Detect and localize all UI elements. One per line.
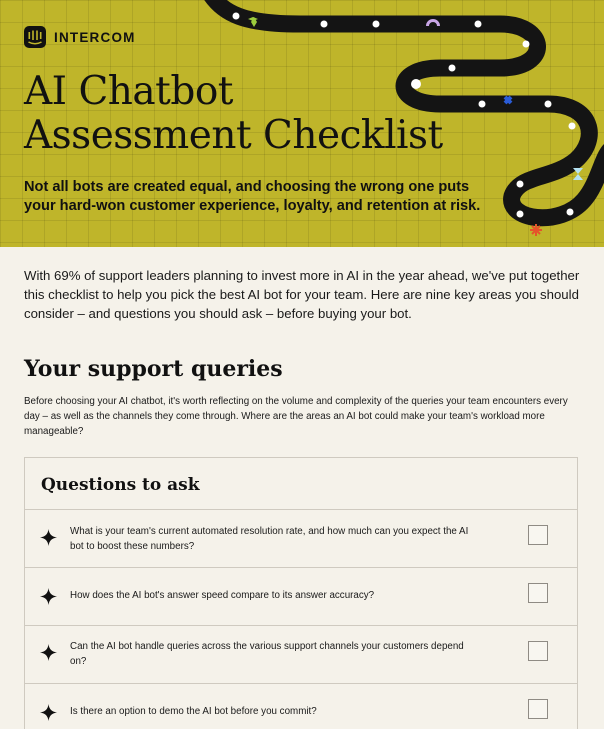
intercom-logo-icon: [24, 26, 46, 48]
intro-paragraph: With 69% of support leaders planning to invest more in AI in the year ahead, we've put together this checklist to help you pick the best AI bot for your team. Here are nine key areas you should consider – and questions you should ask – before buying your bot.: [24, 268, 580, 321]
question-checkbox[interactable]: [528, 583, 548, 603]
question-row: [25, 683, 577, 729]
question-text: Is there an option to demo the AI bot before you commit?: [70, 706, 317, 717]
questions-box: [24, 457, 578, 729]
question-row: [25, 509, 577, 567]
four-point-star-icon: [40, 588, 57, 605]
four-point-star-icon: [40, 704, 57, 721]
question-row: [25, 625, 577, 683]
brand: [24, 26, 136, 48]
hero-banner: [0, 0, 604, 247]
brand-name: INTERCOM: [54, 29, 136, 45]
title-line-2: Assessment Checklist: [24, 113, 443, 158]
hero-subtitle: Not all bots are created equal, and choosing the wrong one puts your hard-won customer experience, loyalty, and retention at risk.: [24, 179, 481, 214]
four-point-star-icon: [40, 644, 57, 661]
question-text: How does the AI bot's answer speed compare to its answer accuracy?: [70, 590, 375, 601]
question-text: What is your team's current automated resolution rate, and how much can you expect the AI bot to boost these numbers?: [70, 526, 469, 552]
question-checkbox[interactable]: [528, 699, 548, 719]
questions-title: Questions to ask: [41, 475, 200, 495]
question-checkbox[interactable]: [528, 525, 548, 545]
section-title: Your support queries: [24, 356, 283, 382]
question-checkbox[interactable]: [528, 641, 548, 661]
section-description: Before choosing your AI chatbot, it's worth reflecting on the volume and complexity of the queries your team encounters every day – as well as the channels they come through. Where are the areas an AI bot could make your team's workload more manageable?: [24, 396, 568, 437]
question-row: [25, 567, 577, 625]
four-point-star-icon: [40, 529, 57, 546]
question-text: Can the AI bot handle queries across the various support channels your customers depend on?: [70, 641, 464, 667]
title-line-1: AI Chatbot: [24, 69, 233, 114]
page-title: [24, 70, 494, 158]
